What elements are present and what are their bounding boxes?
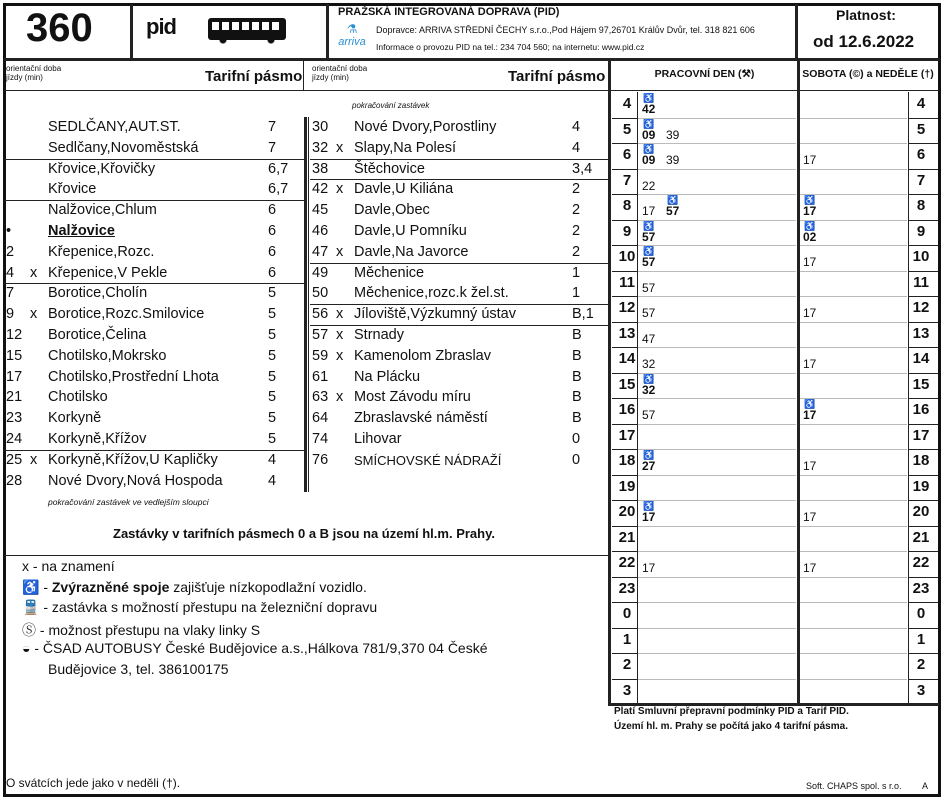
stop-name: Štěchovice — [354, 160, 425, 177]
hour-label-weekend: 20 — [912, 503, 930, 520]
stop-name: Borotice,Cholín — [48, 285, 148, 302]
departure-minute: 32 — [642, 357, 656, 371]
departure-minute: 42 — [642, 102, 656, 116]
stop-name: SMÍCHOVSKÉ NÁDRAŽÍ — [354, 452, 502, 468]
stop-time: 59 — [312, 347, 329, 364]
stop-zone: 1 — [572, 264, 581, 281]
hour-label-weekend: 19 — [912, 477, 930, 495]
stop-row — [312, 429, 612, 450]
continued-side-label: pokračování zastávek ve vedlejším sloupci — [48, 497, 209, 507]
stop-time: 25 — [6, 451, 23, 468]
stop-zone: 7 — [268, 139, 277, 156]
hour-label-weekday: 6 — [622, 146, 632, 163]
departure-minute: 32 — [642, 382, 656, 397]
hour-label-weekday: 12 — [618, 299, 636, 316]
stop-request-flag: x — [30, 306, 38, 323]
stop-time: 76 — [312, 451, 329, 468]
low-floor-icon: ♿ — [667, 195, 679, 205]
departure-minute: 09 — [642, 127, 656, 142]
stop-zone: B — [572, 368, 582, 385]
stop-row — [6, 304, 306, 325]
hour-label-weekday: 0 — [622, 605, 632, 622]
legend-item — [22, 579, 367, 596]
hour-label-weekend: 9 — [916, 222, 926, 240]
zone-label-left: Tarifní pásmo — [205, 68, 303, 85]
stop-name: Strnady — [354, 327, 404, 343]
stop-zone: B,1 — [572, 306, 594, 323]
stop-request-flag: x — [336, 327, 344, 343]
software-credit: Soft. CHAPS spol. s r.o. — [806, 781, 902, 791]
stop-zone: 5 — [268, 389, 277, 406]
hour-label-weekday: 15 — [618, 375, 636, 393]
hour-label-weekday: 20 — [618, 503, 636, 520]
stop-name: Zbraslavské náměstí — [354, 410, 488, 427]
stop-row — [312, 159, 612, 180]
stop-row — [312, 179, 612, 200]
hour-label-weekend: 21 — [912, 528, 930, 546]
stop-time: 23 — [6, 410, 23, 427]
hour-label-weekend: 2 — [916, 656, 926, 673]
departure-minute: 27 — [642, 459, 656, 473]
stop-time: 74 — [312, 431, 329, 447]
departure-minute: 02 — [803, 229, 817, 244]
hour-label-weekend: 23 — [912, 579, 930, 597]
low-floor-icon: ♿ — [643, 93, 655, 103]
stop-name: Most Závodu míru — [354, 389, 471, 406]
legend-text: možnost přestupu na vlaky linky S — [48, 621, 261, 638]
legend-text: ČSAD AUTOBUSY České Budějovice a.s.,Hálkova 781/9,370 04 České — [42, 640, 488, 656]
stop-zone: 6,7 — [268, 160, 289, 177]
hour-label-weekend: 10 — [912, 248, 930, 265]
legend-text: zajišťuje nízkopodlažní vozidlo. — [169, 578, 367, 595]
legend-item — [22, 558, 115, 574]
stop-zone: 5 — [268, 285, 277, 302]
stop-time: 30 — [312, 119, 329, 135]
departure-minute: 17 — [803, 204, 817, 218]
stop-row — [312, 200, 612, 221]
legend-item — [48, 661, 229, 677]
departure-minute: 17 — [803, 408, 817, 422]
stop-name: Křovice,Křovičky — [48, 160, 156, 177]
stop-time: 32 — [312, 139, 329, 156]
stop-time: 47 — [312, 243, 329, 260]
stop-name: Korkyně,Křížov — [48, 431, 147, 447]
stop-row — [312, 408, 612, 429]
stop-name: Měchenice,rozc.k žel.st. — [354, 285, 509, 302]
stop-name: Měchenice — [354, 264, 425, 281]
stop-name: Korkyně,Křížov,U Kapličky — [48, 451, 218, 468]
legend-text: Budějovice 3, tel. 386100175 — [48, 660, 229, 677]
stop-time: 56 — [312, 306, 329, 323]
stop-time: 49 — [312, 264, 329, 281]
legend-symbol: 🚆 - — [22, 599, 52, 615]
stop-row — [6, 283, 306, 304]
stop-zone: 5 — [268, 368, 277, 385]
conditions-line-1: Platí Smluvní přepravní podmínky PID a Tarif PID. — [614, 706, 849, 717]
stop-request-flag: x — [336, 306, 344, 323]
stop-time: 7 — [6, 285, 15, 302]
stop-row — [6, 429, 306, 450]
stop-row — [312, 138, 612, 159]
departure-minute: 17 — [803, 561, 817, 575]
departure-minute: 57 — [666, 204, 680, 218]
hour-label-weekday: 16 — [618, 401, 636, 418]
stop-request-flag: x — [336, 139, 344, 156]
departure-minute: 17 — [803, 255, 817, 269]
stop-name: Borotice,Čelina — [48, 327, 147, 343]
hour-label-weekend: 12 — [912, 299, 930, 316]
hour-label-weekday: 14 — [618, 350, 636, 367]
stop-time: 12 — [6, 327, 23, 343]
version-mark: A — [922, 781, 929, 791]
legend-item — [22, 599, 377, 616]
hour-label-weekend: 22 — [912, 554, 930, 571]
travel-time-label-right: orientační doba jízdy (min) — [312, 64, 368, 82]
stop-row — [6, 221, 306, 242]
hour-label-weekday: 5 — [622, 120, 632, 138]
stop-row — [6, 387, 306, 408]
stop-zone: B — [572, 389, 582, 406]
hour-label-weekend: 5 — [916, 120, 926, 138]
low-floor-icon: ♿ — [804, 399, 816, 409]
stop-name: Křepenice,Rozc. — [48, 243, 155, 260]
stop-name: Křovice — [48, 181, 97, 198]
hour-label-weekend: 14 — [912, 350, 930, 367]
stop-name: Sedlčany,Novoměstská — [48, 139, 199, 156]
stop-time: 28 — [6, 472, 23, 489]
stop-row — [6, 159, 306, 180]
stop-row — [312, 283, 612, 304]
stop-zone: 7 — [268, 119, 277, 135]
stop-request-flag: x — [336, 389, 344, 406]
low-floor-icon: ♿ — [804, 195, 816, 205]
stop-row — [6, 450, 306, 471]
departure-minute: 57 — [642, 280, 656, 295]
stop-row — [312, 387, 612, 408]
stop-request-flag: x — [336, 243, 344, 260]
stop-zone: 3,4 — [572, 160, 593, 177]
low-floor-icon: ♿ — [643, 220, 655, 231]
legend-text: zastávka s možností přestupu na železniční dopravu — [51, 599, 378, 615]
hour-label-weekend: 0 — [916, 605, 926, 622]
hour-label-weekday: 9 — [622, 222, 632, 240]
departure-minute: 22 — [642, 178, 656, 193]
stop-time: 15 — [6, 347, 23, 364]
stop-row — [312, 325, 612, 346]
hour-label-weekday: 10 — [618, 248, 636, 265]
stop-row — [6, 263, 306, 284]
stop-name: Davle,U Kiliána — [354, 181, 454, 198]
stop-name: Chotilsko,Prostřední Lhota — [48, 368, 219, 385]
departure-minute: 17 — [642, 510, 656, 524]
stop-time: 61 — [312, 368, 329, 385]
low-floor-icon: ♿ — [643, 501, 655, 511]
stop-name: Křepenice,V Pekle — [48, 264, 168, 281]
stop-row — [312, 346, 612, 367]
stop-zone: 6 — [268, 223, 277, 239]
weekend-label: SOBOTA (©) a NEDĚLE (†) — [802, 68, 934, 80]
stop-zone: 6 — [268, 264, 277, 281]
stop-time: 42 — [312, 181, 329, 198]
legend-symbol: ◒ - — [22, 640, 43, 656]
stop-zone: 4 — [572, 119, 581, 135]
hour-label-weekday: 17 — [618, 426, 636, 444]
zones-note: Zastávky v tarifních pásmech 0 a B jsou na území hl.m. Prahy. — [113, 526, 495, 541]
hour-label-weekend: 13 — [912, 324, 930, 342]
hour-label-weekend: 1 — [916, 630, 926, 648]
stop-zone: 2 — [572, 181, 581, 198]
stop-zone: B — [572, 347, 582, 364]
weekday-label: PRACOVNÍ DEN (⚒) — [654, 68, 755, 80]
stop-time: 50 — [312, 285, 329, 302]
hour-label-weekday: 3 — [622, 681, 632, 699]
departure-minute: 17 — [803, 459, 817, 473]
legend-item — [22, 640, 488, 656]
stop-row — [6, 200, 306, 221]
stop-request-flag: x — [336, 181, 344, 198]
legend-text: na znamení — [41, 558, 115, 574]
departure-minute: 39 — [666, 127, 680, 142]
continued-stops-label: pokračování zastávek — [352, 101, 430, 110]
stop-name: Chotilsko,Mokrsko — [48, 347, 167, 364]
stop-name: Davle,U Pomníku — [354, 223, 467, 239]
stop-name: Nové Dvory,Nová Hospoda — [48, 472, 223, 489]
stop-time: 21 — [6, 389, 23, 406]
route-number: 360 — [26, 6, 93, 50]
hour-label-weekday: 23 — [618, 579, 636, 597]
stop-zone: 0 — [572, 451, 581, 468]
stop-row — [312, 367, 612, 388]
stop-request-flag: x — [30, 264, 38, 281]
validity-date: od 12.6.2022 — [813, 32, 915, 51]
stop-time: 46 — [312, 223, 329, 239]
stop-name: Chotilsko — [48, 389, 108, 406]
legend-symbol: Ⓢ - — [22, 621, 49, 638]
stop-request-flag: x — [30, 451, 38, 468]
hour-label-weekday: 13 — [618, 324, 636, 342]
stop-name: Kamenolom Zbraslav — [354, 347, 491, 364]
stop-zone: 6 — [268, 243, 277, 260]
stop-name: Borotice,Rozc.Smilovice — [48, 306, 205, 323]
stop-zone: 0 — [572, 431, 581, 447]
stop-zone: 2 — [572, 202, 581, 219]
stop-time: 38 — [312, 160, 329, 177]
stop-time: 24 — [6, 431, 23, 447]
departure-minute: 47 — [642, 331, 656, 346]
stop-name: SEDLČANY,AUT.ST. — [48, 119, 181, 135]
legend-bold: Zvýrazněné spoje — [51, 578, 170, 595]
validity-label: Platnost: — [836, 7, 896, 23]
hour-label-weekend: 17 — [912, 426, 930, 444]
stop-row — [6, 367, 306, 388]
low-floor-icon: ♿ — [643, 246, 655, 256]
stop-zone: 5 — [268, 431, 277, 447]
stop-row — [6, 117, 306, 138]
stop-name: Lihovar — [354, 431, 402, 447]
hour-label-weekend: 8 — [916, 197, 926, 214]
pid-logo: pid — [146, 14, 176, 39]
departure-minute: 17 — [803, 357, 817, 371]
stop-time: 17 — [6, 368, 23, 385]
stop-name: Nalžovice — [48, 223, 115, 239]
stop-zone: 1 — [572, 285, 581, 302]
legend-symbol: x - — [22, 558, 42, 574]
low-floor-icon: ♿ — [804, 220, 816, 231]
hour-label-weekday: 1 — [622, 630, 632, 648]
hour-label-weekend: 18 — [912, 452, 930, 469]
stop-zone: 5 — [268, 327, 277, 343]
departure-minute: 17 — [642, 561, 656, 575]
hour-label-weekend: 7 — [916, 171, 926, 189]
stop-zone: B — [572, 327, 582, 343]
stop-time: 9 — [6, 306, 15, 323]
stop-row — [6, 408, 306, 429]
stop-row — [6, 471, 306, 492]
stop-row — [6, 179, 306, 200]
holidays-note: O svátcích jede jako v neděli (†). — [6, 776, 181, 790]
stop-zone: 5 — [268, 410, 277, 427]
legend-symbol: ♿ - — [22, 578, 52, 595]
stop-name: Korkyně — [48, 410, 102, 427]
stop-name: Davle,Obec — [354, 202, 430, 219]
departure-minute: 17 — [803, 153, 817, 167]
stop-zone: 4 — [268, 451, 277, 468]
carrier-info: Dopravce: ARRIVA STŘEDNÍ ČECHY s.r.o.,Pod Hájem 97,26701 Králův Dvůr, tel. 318 821 606 — [376, 25, 755, 35]
hour-label-weekday: 7 — [622, 171, 632, 189]
hour-label-weekday: 21 — [618, 528, 636, 546]
stop-time: 57 — [312, 327, 329, 343]
departure-minute: 57 — [642, 255, 656, 269]
hour-label-weekend: 15 — [912, 375, 930, 393]
stop-row — [312, 450, 612, 471]
stop-time: 2 — [6, 243, 15, 260]
arriva-logo: ⚗ arriva — [338, 22, 366, 48]
travel-time-label-left: orientační doba jízdy (min) — [6, 64, 62, 82]
stop-name: Nové Dvory,Porostliny — [354, 119, 497, 135]
hour-label-weekend: 6 — [916, 146, 926, 163]
hour-label-weekday: 11 — [619, 273, 635, 291]
stop-row — [6, 242, 306, 263]
stop-zone: 4 — [572, 139, 581, 156]
stop-time: 64 — [312, 410, 329, 427]
stop-row — [312, 117, 612, 138]
zone-label-right: Tarifní pásmo — [508, 68, 606, 85]
stop-time: 63 — [312, 389, 329, 406]
low-floor-icon: ♿ — [643, 450, 655, 460]
stop-zone: 6 — [268, 202, 277, 219]
stop-row — [6, 138, 306, 159]
hour-label-weekend: 16 — [912, 401, 930, 418]
hour-label-weekday: 8 — [622, 197, 632, 214]
operator-title: PRAŽSKÁ INTEGROVANÁ DOPRAVA (PID) — [338, 6, 560, 18]
stop-zone: 5 — [268, 347, 277, 364]
contact-info: Informace o provozu PID na tel.: 234 704 560; na internetu: www.pid.cz — [376, 42, 645, 52]
departure-minute: 57 — [642, 229, 656, 244]
stop-time: 45 — [312, 202, 329, 219]
stop-name: Nalžovice,Chlum — [48, 202, 157, 219]
departure-minute: 17 — [642, 204, 656, 218]
stop-name: Na Plácku — [354, 368, 421, 385]
stop-zone: B — [572, 410, 582, 427]
hour-label-weekday: 19 — [618, 477, 636, 495]
stop-zone: 2 — [572, 223, 581, 239]
departure-minute: 09 — [642, 153, 656, 167]
departure-minute: 57 — [642, 408, 656, 422]
stop-row — [312, 304, 612, 325]
hour-label-weekday: 18 — [618, 452, 636, 469]
hour-label-weekday: 4 — [622, 95, 632, 112]
bus-icon — [208, 18, 286, 40]
stop-name: Jíloviště,Výzkumný ústav — [354, 306, 516, 323]
low-floor-icon: ♿ — [643, 118, 655, 129]
departure-minute: 57 — [642, 306, 656, 320]
hour-label-weekend: 4 — [916, 95, 926, 112]
hour-label-weekday: 22 — [618, 554, 636, 571]
stop-zone: 4 — [268, 472, 277, 489]
stop-row — [6, 325, 306, 346]
stop-request-flag: x — [336, 347, 344, 364]
hour-label-weekday: 2 — [622, 656, 632, 673]
stop-name: Slapy,Na Polesí — [354, 139, 457, 156]
departure-minute: 17 — [803, 510, 817, 524]
stop-name: Davle,Na Javorce — [354, 243, 469, 260]
stop-zone: 5 — [268, 306, 277, 323]
stop-row — [312, 242, 612, 263]
stop-row — [312, 221, 612, 242]
stop-zone: 2 — [572, 243, 581, 260]
departure-minute: 17 — [803, 306, 817, 320]
stop-row — [312, 263, 612, 284]
low-floor-icon: ♿ — [643, 373, 655, 384]
stop-time: • — [6, 223, 12, 239]
stop-row — [6, 346, 306, 367]
conditions-line-2: Území hl. m. Prahy se počítá jako 4 tarifní pásma. — [614, 721, 848, 732]
low-floor-icon: ♿ — [643, 144, 655, 154]
hour-label-weekend: 3 — [916, 681, 926, 699]
legend-item — [22, 620, 260, 640]
stop-zone: 6,7 — [268, 181, 289, 198]
hour-label-weekend: 11 — [913, 273, 929, 291]
stop-time: 4 — [6, 264, 15, 281]
departure-minute: 39 — [666, 153, 680, 167]
